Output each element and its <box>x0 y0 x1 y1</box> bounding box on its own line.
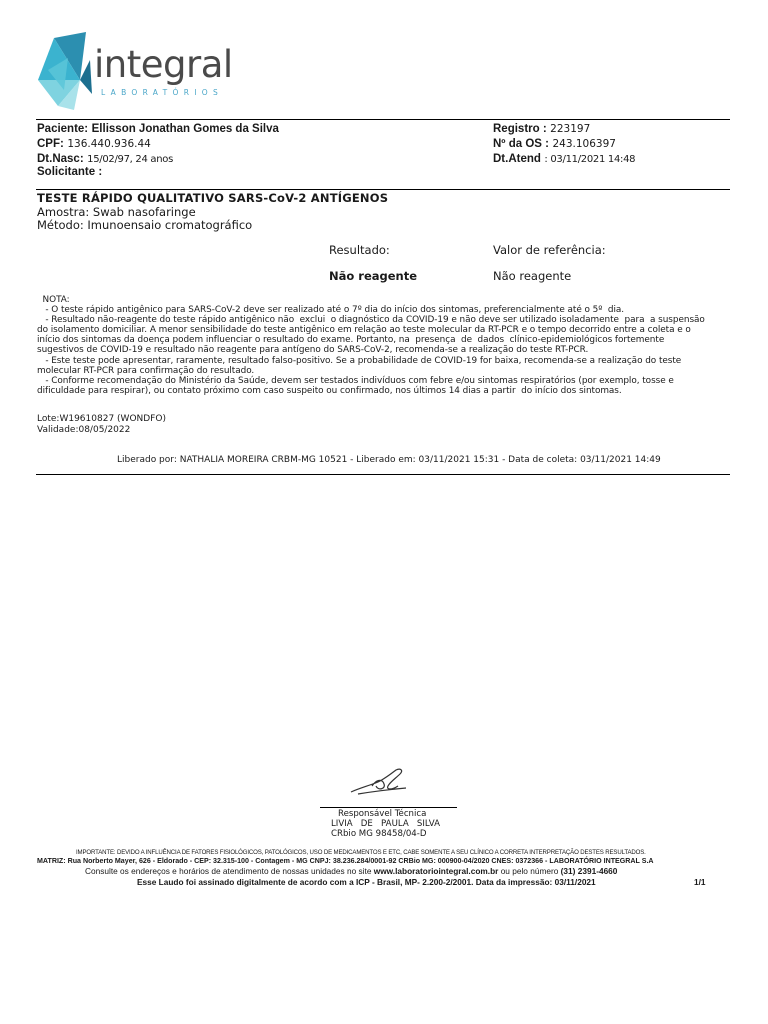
registro-label: Registro : <box>493 123 547 135</box>
exam-divider <box>36 189 730 190</box>
patient-name: Ellisson Jonathan Gomes da Silva <box>91 123 279 135</box>
notes-line: - Conforme recomendação do Ministério da Saúde, devem ser testados indivíduos com febre e/ou sintomas respiratórios (por exemplo, tosse e <box>37 375 674 386</box>
notes-line: sugestivos de COVID-19 e resultado não reagente para antígeno do SARS-CoV-2, recomenda-se a realização do teste RT-PCR. <box>37 345 589 356</box>
footer-site-link[interactable]: www.laboratoriointegral.com.br <box>373 866 499 876</box>
patient-name-row <box>37 121 279 137</box>
footer-matriz: MATRIZ: Rua Norberto Mayer, 626 - Eldorado - CEP: 32.315-100 - Contagem - MG CNPJ: 38.236.284/0001-92 CRBio MG: 000900-04/2020 CNES: 0372366 - LABORATÓRIO INTEGRAL S.A <box>37 857 654 865</box>
notes-line: NOTA: <box>37 295 70 305</box>
dob-value: 15/02/97, 24 anos <box>87 154 174 165</box>
notes-line: - O teste rápido antigênico para SARS-CoV-2 deve ser realizado até o 7º dia do início dos sintomas, preferencialmente até o 5º dia. <box>37 305 625 316</box>
release-divider <box>36 474 730 475</box>
release-info: Liberado por: NATHALIA MOREIRA CRBM-MG 10521 - Liberado em: 03/11/2021 15:31 - Data de coleta: 03/11/2021 14:49 <box>117 455 661 465</box>
result-value: Não reagente <box>329 269 418 283</box>
footer-important: IMPORTANTE: DEVIDO A INFLUÊNCIA DE FATORES FISIOLÓGICOS, PATOLÓGICOS, USO DE MEDICAMENTOS E ETC, CABE SOMENTE A SEU CLÍNICO A CORRETA INTERPRETAÇÃO DESTES RESULTADOS. <box>76 849 646 856</box>
cpf-value: 136.440.936.44 <box>67 138 151 150</box>
atend-value: : 03/11/2021 14:48 <box>544 154 636 165</box>
exam-title: TESTE RÁPIDO QUALITATIVO SARS-CoV-2 ANTÍGENOS <box>37 191 389 205</box>
result-label: Resultado: <box>329 243 390 257</box>
signature-crbio: CRbio MG 98458/04-D <box>331 829 427 839</box>
header-divider <box>36 119 730 120</box>
notes-line: do isolamento domiciliar. A menor sensibilidade do teste antigênico em relação ao teste molecular da RT-PCR e o tempo decorrido entre a coleta e o <box>37 325 691 336</box>
requester-label: Solicitante : <box>37 166 103 178</box>
notes-line: - Resultado não-reagente do teste rápido antigênico não exclui o diagnóstico da COVID-19 e não deve ser utilizado isoladamente para a suspensão <box>37 315 705 326</box>
footer-contact <box>85 867 617 877</box>
atend-label: Dt.Atend <box>493 153 541 165</box>
patient-name-label: Paciente: <box>37 123 89 135</box>
registro-row <box>493 121 590 137</box>
notes-line: dificuldade para respirar), ou contato próximo com caso suspeito ou confirmado, nos últimos 14 dias a partir do início dos sintomas. <box>37 385 622 396</box>
lot-validity: Validade:08/05/2022 <box>37 425 131 435</box>
cpf-label: CPF: <box>37 138 64 150</box>
footer-phone-prefix: ou pelo número <box>500 866 559 876</box>
notes-block <box>37 295 731 396</box>
requester-row <box>37 164 102 180</box>
logo-subtitle: LABORATÓRIOS <box>101 88 224 97</box>
footer-consulte: Consulte os endereços e horários de atendimento de nossas unidades no site <box>85 866 372 876</box>
footer-phone: (31) 2391-4660 <box>560 866 618 876</box>
os-label: Nº da OS : <box>493 138 549 150</box>
signature-name: LIVIA DE PAULA SILVA <box>331 819 440 829</box>
reference-value: Não reagente <box>493 269 572 283</box>
exam-method: Método: Imunoensaio cromatográfico <box>37 218 253 232</box>
notes-line: início dos sintomas da doença podem influenciar o resultado do exame. Portanto, na presença de dados clínico-epidemiológicos fortemente <box>37 335 665 346</box>
reference-label: Valor de referência: <box>493 243 606 257</box>
signature-image <box>348 764 410 798</box>
dob-label: Dt.Nasc: <box>37 153 84 165</box>
page-number: 1/1 <box>694 877 706 887</box>
notes-line: molecular RT-PCR para confirmação do resultado. <box>37 365 255 376</box>
signature-role: Responsável Técnica <box>338 809 427 819</box>
integral-logo-mark <box>34 30 98 112</box>
cpf-row <box>37 136 151 152</box>
lot-number: Lote:W19610827 (WONDFO) <box>37 414 166 424</box>
logo-wordmark: integral <box>94 43 233 86</box>
exam-sample: Amostra: Swab nasofaringe <box>37 205 196 219</box>
os-row <box>493 136 616 152</box>
notes-line: - Este teste pode apresentar, raramente, resultado falso-positivo. Se a probabilidade de COVID-19 for baixa, recomenda-se a realização do teste <box>37 355 682 366</box>
atend-row <box>493 151 635 167</box>
footer-signed: Esse Laudo foi assinado digitalmente de acordo com a ICP - Brasil, MP- 2.200-2/2001. Data da impressão: 03/11/2021 <box>137 877 596 887</box>
signature-line <box>320 807 457 808</box>
os-value: 243.106397 <box>552 138 616 150</box>
registro-value: 223197 <box>550 123 591 135</box>
